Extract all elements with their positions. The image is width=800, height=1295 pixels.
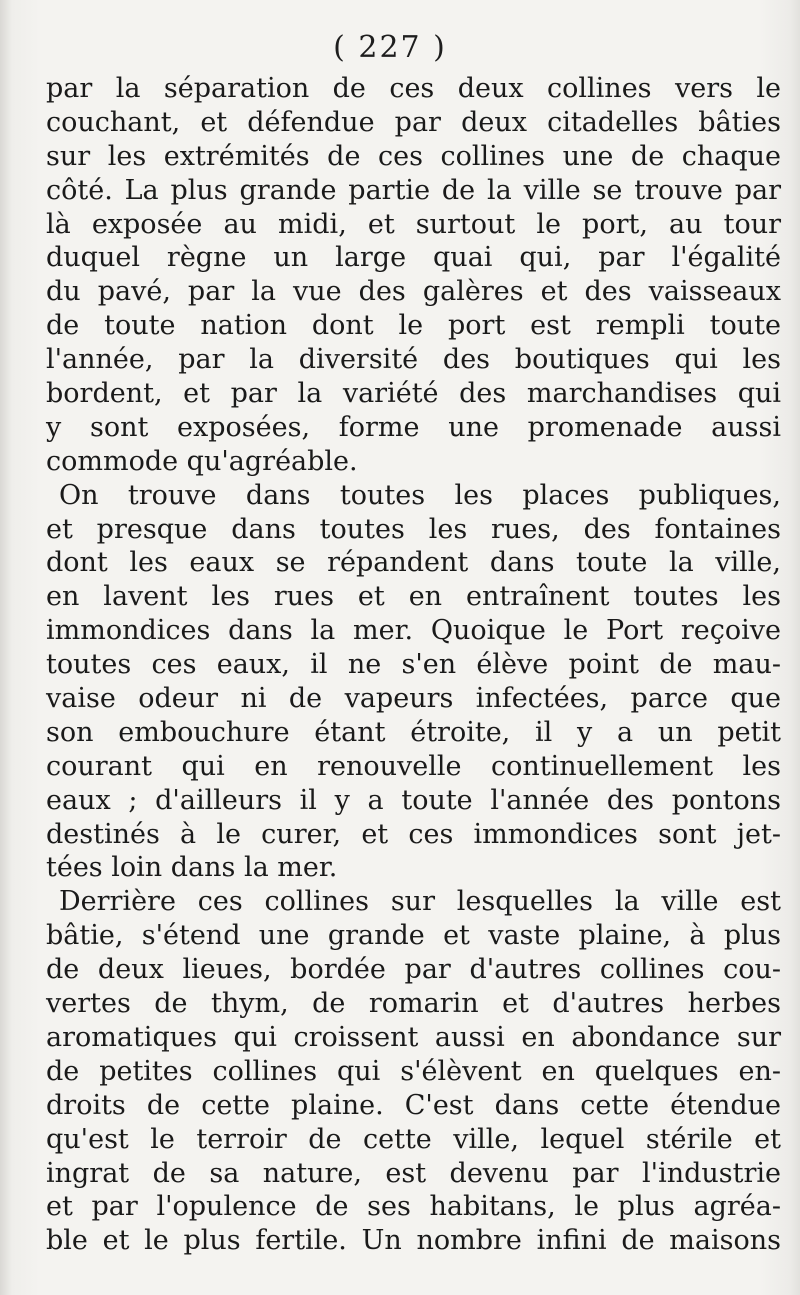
text-line: l'année, par la diversité des boutiques qui les — [46, 344, 781, 376]
text-line: toutes ces eaux, il ne s'en élève point de mau- — [46, 649, 781, 681]
text-line: bâtie, s'étend une grande et vaste plaine, à plus — [46, 920, 781, 952]
paragraph-1 — [46, 72, 781, 479]
text-line: Derrière ces collines sur lesquelles la ville est — [59, 886, 781, 918]
text-line: de petites collines qui s'élèvent en quelques en- — [46, 1055, 781, 1087]
text-line: qu'est le terroir de cette ville, lequel stérile et — [46, 1123, 781, 1155]
text-line: immondices dans la mer. Quoique le Port reçoive — [46, 615, 781, 647]
text-line: commode qu'agréable. — [46, 445, 358, 477]
text-line: et par l'opulence de ses habitans, le plus agréa- — [46, 1191, 781, 1223]
paragraph-3 — [46, 885, 781, 1258]
text-line: couchant, et défendue par deux citadelles bâties — [46, 106, 781, 138]
body-text — [46, 72, 781, 1258]
text-line: du pavé, par la vue des galères et des vaisseaux — [46, 276, 781, 308]
text-line: y sont exposées, forme une promenade aussi — [46, 411, 781, 443]
text-line: bordent, et par la variété des marchandises qui — [46, 378, 781, 410]
text-line: courant qui en renouvelle continuellement les — [46, 750, 781, 782]
text-line: duquel règne un large quai qui, par l'égalité — [46, 242, 781, 274]
text-line: par la séparation de ces deux collines vers le — [46, 73, 781, 104]
text-line: côté. La plus grande partie de la ville se trouve par — [46, 174, 781, 206]
text-line: aromatiques qui croissent aussi en abondance sur — [46, 1021, 781, 1053]
text-line: droits de cette plaine. C'est dans cette étendue — [46, 1089, 781, 1121]
text-line: son embouchure étant étroite, il y a un petit — [46, 716, 781, 748]
text-line: tées loin dans la mer. — [46, 852, 338, 884]
text-line: là exposée au midi, et surtout le port, au tour — [46, 208, 781, 240]
text-line: ble et le plus fertile. Un nombre infini de maisons — [46, 1225, 781, 1257]
text-line: sur les extrémités de ces collines une de chaque — [46, 140, 781, 172]
paragraph-2 — [46, 479, 781, 886]
text-line: eaux ; d'ailleurs il y a toute l'année des pontons — [46, 784, 781, 816]
text-line: de toute nation dont le port est rempli toute — [46, 310, 781, 342]
text-line: et presque dans toutes les rues, des fontaines — [46, 513, 781, 545]
page-number: ( 227 ) — [333, 30, 447, 65]
text-line: destinés à le curer, et ces immondices sont jet- — [46, 818, 781, 850]
text-line: vertes de thym, de romarin et d'autres herbes — [46, 988, 781, 1020]
text-line: dont les eaux se répandent dans toute la ville, — [46, 547, 781, 579]
text-line: ingrat de sa nature, est devenu par l'industrie — [46, 1157, 781, 1189]
text-line: On trouve dans toutes les places publiques, — [59, 479, 781, 511]
text-line: de deux lieues, bordée par d'autres collines cou- — [46, 954, 781, 986]
text-line: vaise odeur ni de vapeurs infectées, parce que — [46, 683, 781, 715]
text-line: en lavent les rues et en entraînent toutes les — [46, 581, 781, 613]
